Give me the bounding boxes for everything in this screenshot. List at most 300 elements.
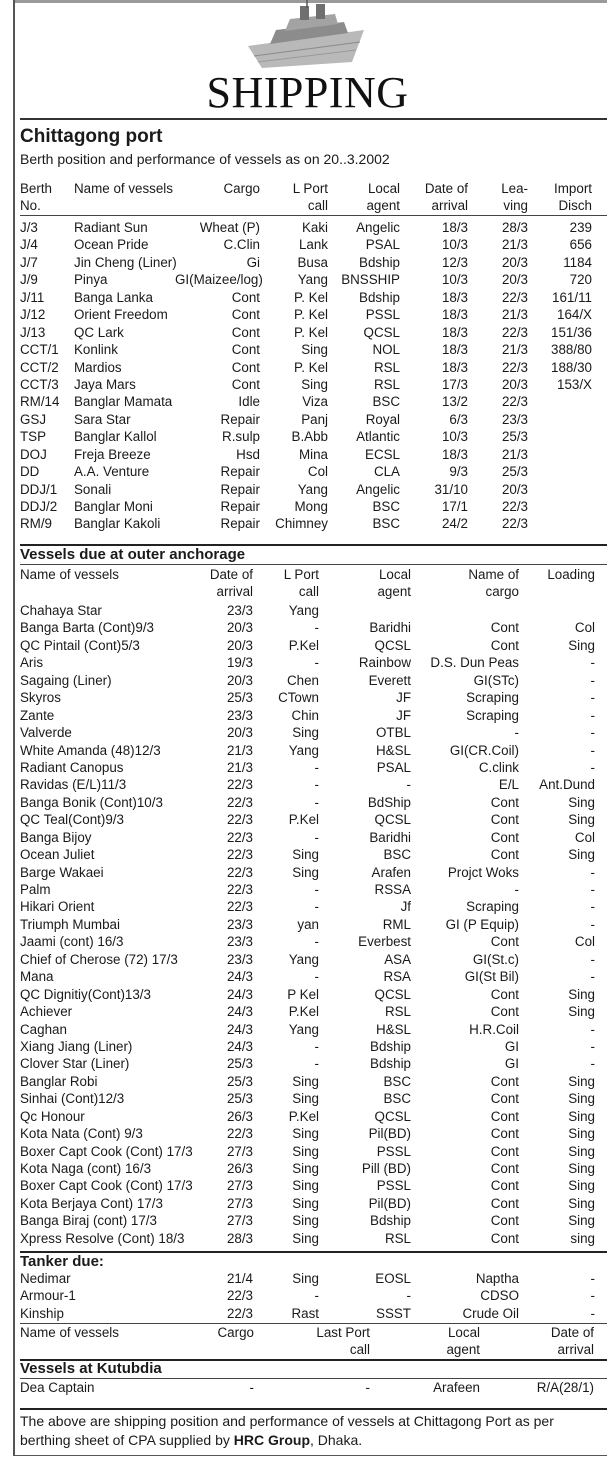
cell-lport: - — [314, 969, 319, 985]
cell-name: Banga Lanka — [74, 289, 153, 305]
outer-row — [0, 1125, 615, 1142]
cell-leaving: 22/3 — [501, 359, 528, 375]
cell-lport: - — [314, 1288, 319, 1304]
berth-row — [0, 411, 615, 428]
cell-cargo: Hsd — [236, 446, 260, 462]
cell-cargo: Cont — [490, 1073, 519, 1089]
outer-row — [0, 1055, 615, 1072]
cell-leaving: 21/3 — [501, 307, 528, 323]
cell-name: Sonali — [74, 481, 112, 497]
outer-row — [0, 986, 615, 1003]
cell-agent: - — [406, 1288, 411, 1304]
cell-arrival: 27/3 — [226, 1143, 253, 1159]
cell-agent: RSL — [373, 376, 400, 392]
cell-lport: Sing — [292, 1271, 319, 1286]
cell-arrival: 20/3 — [226, 637, 253, 653]
cell-cargo: Idle — [238, 394, 260, 410]
cell-name: Armour-1 — [20, 1288, 76, 1304]
cell-agent: NOL — [372, 342, 400, 358]
header-agent: Local agent — [366, 181, 400, 213]
cell-agent: Baridhi — [369, 620, 411, 636]
cell-lport: Rast — [291, 1305, 319, 1321]
berth-row — [0, 376, 615, 393]
cell-lport: Yang — [297, 481, 328, 497]
cell-import: 720 — [569, 272, 592, 288]
cell-lport: Yang — [288, 603, 319, 618]
cell-cargo: Scraping — [466, 690, 519, 706]
cell-loading: Sing — [568, 1213, 595, 1229]
cell-cargo: - — [249, 1380, 254, 1395]
cell-arrival: 27/3 — [226, 1213, 253, 1229]
cell-leaving: 20/3 — [501, 254, 528, 270]
cell-lport: Sing — [292, 1126, 319, 1142]
cell-leaving: 20/3 — [501, 272, 528, 288]
cell-arrival: 18/3 — [441, 307, 468, 323]
outer-row — [0, 1230, 615, 1247]
berth-row — [0, 271, 615, 288]
cell-lport: Kaki — [301, 220, 328, 235]
cell-lport: - — [314, 1038, 319, 1054]
cell-cargo: Gi — [246, 254, 260, 270]
cell-name: Banga Biraj (cont) 17/3 — [20, 1213, 157, 1229]
cell-cargo: GI(STc) — [473, 672, 519, 688]
cell-berth: J/13 — [20, 324, 46, 340]
cell-loading: Sing — [568, 1161, 595, 1176]
divider — [20, 1251, 607, 1253]
cell-name: Clover Star (Liner) — [20, 1056, 130, 1072]
cell-agent: Rainbow — [358, 655, 411, 671]
cell-arrival: 31/10 — [434, 481, 468, 497]
cell-arrival: 22/3 — [226, 777, 253, 793]
kutubdia-table — [0, 1379, 615, 1396]
cell-cargo: Cont — [231, 342, 260, 358]
outer-row — [0, 933, 615, 950]
cell-cargo: Cont — [490, 1004, 519, 1020]
cell-arrival: 24/3 — [226, 969, 253, 985]
cell-cargo: Cont — [231, 289, 260, 305]
cell-loading: Sing — [568, 1004, 595, 1020]
berth-row — [0, 481, 615, 498]
cell-arrival: 10/3 — [441, 237, 468, 253]
cell-agent: Bdship — [370, 1038, 411, 1054]
cell-cargo: Cont — [490, 1178, 519, 1194]
cell-name: Hikari Orient — [20, 899, 95, 915]
outer-row — [0, 742, 615, 759]
cell-agent: QCSL — [374, 812, 411, 828]
cell-name: Qc Honour — [20, 1108, 85, 1124]
cell-name: Ocean Juliet — [20, 847, 95, 863]
cell-lport: - — [314, 759, 319, 775]
cell-arrival: 26/3 — [226, 1108, 253, 1124]
cell-name: Xiang Jiang (Liner) — [20, 1038, 133, 1054]
cell-berth: DOJ — [20, 446, 47, 462]
cell-name: Banglar Moni — [74, 499, 153, 514]
cell-lport: - — [314, 620, 319, 636]
divider — [20, 215, 607, 216]
cell-lport: Viza — [302, 394, 328, 410]
cell-leaving: 20/3 — [501, 481, 528, 497]
outer-row — [0, 759, 615, 776]
footer-note — [20, 1412, 607, 1450]
cell-lport: - — [365, 1380, 370, 1395]
cell-import: 1184 — [563, 254, 592, 270]
cell-arrival: 10/3 — [441, 272, 468, 288]
cell-agent: RML — [382, 916, 411, 932]
cell-arrival: 13/2 — [441, 394, 468, 410]
cell-agent: PSSL — [365, 307, 400, 323]
cell-import: 239 — [569, 220, 592, 235]
header-name: Name of vessels — [20, 1325, 119, 1340]
cell-loading: Col — [574, 934, 595, 950]
cell-loading: - — [590, 1056, 595, 1072]
outer-row — [0, 1195, 615, 1212]
cell-arrival: 17/3 — [441, 376, 468, 392]
cell-lport: yan — [297, 916, 319, 932]
cell-lport: - — [314, 777, 319, 793]
cell-name: Barge Wakaei — [20, 864, 104, 880]
cell-loading: Sing — [568, 1126, 595, 1142]
header-leaving: Lea- ving — [501, 181, 528, 213]
cell-agent: Pil(BD) — [368, 1126, 411, 1142]
outer-row — [0, 1108, 615, 1125]
cell-name: Freja Breeze — [74, 446, 151, 462]
cell-cargo: E/L — [498, 777, 519, 793]
cell-agent: Pil(BD) — [368, 1195, 411, 1211]
header-arrival: Date of arrival — [550, 1325, 594, 1357]
outer-row — [0, 951, 615, 968]
cell-agent: Atlantic — [356, 429, 400, 445]
cell-arrival: R/A(28/1) — [536, 1380, 594, 1395]
cell-name: QC Dignitiy(Cont)13/3 — [20, 986, 151, 1002]
cell-agent: RSA — [383, 969, 411, 985]
cell-berth: RM/14 — [20, 394, 60, 410]
outer-row — [0, 898, 615, 915]
cell-lport: Yang — [288, 951, 319, 967]
cell-agent: QCSL — [374, 637, 411, 653]
cell-name: Sinhai (Cont)12/3 — [20, 1091, 125, 1107]
cell-lport: P.Kel — [288, 1108, 319, 1124]
cell-agent: Pill (BD) — [361, 1161, 411, 1176]
outer-row — [0, 602, 615, 619]
header-lport: Last Port call — [316, 1325, 370, 1357]
ship-icon — [240, 0, 375, 76]
cell-leaving: 23/3 — [501, 411, 528, 427]
cell-cargo: GI — [504, 1038, 519, 1054]
cell-name: Kota Berjaya Cont) 17/3 — [20, 1195, 163, 1211]
outer-row — [0, 916, 615, 933]
cell-arrival: 23/3 — [226, 916, 253, 932]
cell-loading: - — [590, 1305, 595, 1321]
header-lport: L Port call — [283, 567, 319, 599]
divider — [20, 564, 607, 565]
cell-berth: DD — [20, 464, 40, 480]
cell-cargo: Cont — [490, 986, 519, 1002]
outer-row — [0, 846, 615, 863]
cell-lport: Chin — [291, 707, 319, 723]
cell-lport: Sing — [292, 1213, 319, 1229]
cell-loading: Sing — [568, 812, 595, 828]
cell-arrival: 27/3 — [226, 1178, 253, 1194]
cell-arrival: 18/3 — [441, 289, 468, 305]
cell-loading: - — [590, 1288, 595, 1304]
cell-name: Banga Barta (Cont)9/3 — [20, 620, 154, 636]
footer-text-end: , Dhaka. — [310, 1432, 363, 1448]
cell-arrival: 23/3 — [226, 707, 253, 723]
cell-agent: Royal — [365, 411, 400, 427]
cell-berth: RM/9 — [20, 516, 52, 532]
header-name: Name of vessels — [20, 567, 119, 582]
berth-row — [0, 219, 615, 236]
cell-agent: QCSL — [363, 324, 400, 340]
cell-loading: Sing — [568, 637, 595, 653]
cell-name: Aris — [20, 655, 44, 671]
cell-agent: CLA — [373, 464, 400, 480]
berth-row — [0, 341, 615, 358]
cell-name: Banga Bijoy — [20, 829, 92, 845]
tanker-title: Tanker due: — [20, 1253, 104, 1270]
cell-cargo: C.clink — [478, 759, 519, 775]
cell-cargo: Cont — [490, 794, 519, 810]
cell-name: Kota Naga (cont) 16/3 — [20, 1161, 152, 1176]
header-agent: Local agent — [377, 567, 411, 599]
cell-agent: BSC — [383, 847, 411, 863]
cell-name: Banglar Robi — [20, 1073, 98, 1089]
cell-lport: Sing — [301, 342, 328, 358]
cell-lport: P. Kel — [294, 359, 328, 375]
cell-agent: - — [406, 777, 411, 793]
cell-agent: Bdship — [359, 289, 400, 305]
cell-lport: - — [314, 899, 319, 915]
cell-agent: RSL — [373, 359, 400, 375]
cell-name: Mana — [20, 969, 54, 985]
cell-import: 153/X — [557, 376, 592, 392]
outer-row — [0, 707, 615, 724]
tanker-row — [0, 1287, 615, 1304]
cell-import: 656 — [569, 237, 592, 253]
cell-cargo: Cont — [490, 1108, 519, 1124]
cell-loading: - — [590, 969, 595, 985]
outer-row — [0, 1038, 615, 1055]
cell-name: Radiant Canopus — [20, 759, 124, 775]
cell-loading: - — [590, 707, 595, 723]
cell-loading: Sing — [568, 1143, 595, 1159]
cell-loading: - — [590, 690, 595, 706]
cell-berth: DDJ/2 — [20, 499, 58, 514]
cell-leaving: 25/3 — [501, 429, 528, 445]
berth-row — [0, 289, 615, 306]
outer-row — [0, 672, 615, 689]
cell-name: Orient Freedom — [74, 307, 168, 323]
berth-row — [0, 254, 615, 271]
cell-name: Jaami (cont) 16/3 — [20, 934, 124, 950]
cell-lport: Sing — [292, 1091, 319, 1107]
cell-import: 151/36 — [551, 324, 592, 340]
cell-lport: - — [314, 655, 319, 671]
cell-name: Skyros — [20, 690, 61, 706]
cell-lport: P.Kel — [288, 637, 319, 653]
outer-row — [0, 829, 615, 846]
cell-agent: Bdship — [370, 1056, 411, 1072]
cell-lport: Sing — [292, 1073, 319, 1089]
outer-row — [0, 724, 615, 741]
cell-agent: H&SL — [376, 742, 411, 758]
cell-cargo: Cont — [490, 1161, 519, 1176]
cell-arrival: 23/3 — [226, 603, 253, 618]
cell-lport: Sing — [292, 1161, 319, 1176]
cell-loading: - — [590, 882, 595, 897]
cell-agent: BSC — [383, 1091, 411, 1107]
cell-lport: Chimney — [275, 516, 328, 532]
header-cargo: Cargo — [217, 1325, 254, 1340]
cell-arrival: 24/3 — [226, 1038, 253, 1054]
cell-lport: P. Kel — [294, 307, 328, 323]
cell-arrival: 10/3 — [441, 429, 468, 445]
cell-arrival: 25/3 — [226, 1056, 253, 1072]
cell-cargo: Cont — [231, 359, 260, 375]
outer-row — [0, 1177, 615, 1194]
cell-agent: QCSL — [374, 986, 411, 1002]
cell-agent: JF — [396, 690, 411, 706]
cell-name: Achiever — [20, 1004, 73, 1020]
cell-cargo: Cont — [490, 812, 519, 828]
cell-loading: - — [590, 864, 595, 880]
cell-lport: Sing — [301, 376, 328, 392]
cell-berth: TSP — [20, 429, 47, 445]
cell-cargo: Repair — [220, 411, 260, 427]
cell-berth: J/3 — [20, 220, 38, 235]
cell-lport: - — [314, 794, 319, 810]
header-berth: Berth No. — [20, 181, 53, 213]
cell-lport: Sing — [292, 864, 319, 880]
kutubdia-table-header — [0, 1324, 615, 1358]
cell-cargo: Naptha — [475, 1271, 519, 1286]
cell-leaving: 20/3 — [501, 376, 528, 392]
header-loading: Loading — [547, 567, 595, 582]
cell-arrival: 19/3 — [226, 655, 253, 671]
cell-arrival: 25/3 — [226, 690, 253, 706]
cell-arrival: 22/3 — [226, 812, 253, 828]
cell-arrival: 23/3 — [226, 951, 253, 967]
section-title: Chittagong port — [20, 126, 163, 147]
cell-agent: QCSL — [374, 1108, 411, 1124]
cell-agent: PSSL — [376, 1178, 411, 1194]
cell-arrival: 22/3 — [226, 1288, 253, 1304]
cell-name: Chahaya Star — [20, 603, 102, 618]
cell-name: QC Pintail (Cont)5/3 — [20, 637, 140, 653]
cell-arrival: 6/3 — [449, 411, 468, 427]
cell-loading: - — [590, 1038, 595, 1054]
header-arrival: Date of arrival — [209, 567, 253, 599]
cell-name: Nedimar — [20, 1271, 71, 1286]
cell-name: Valverde — [20, 725, 72, 741]
cell-name: Radiant Sun — [74, 220, 148, 235]
header-cargo: Name of cargo — [468, 567, 519, 599]
cell-name: Banglar Kallol — [74, 429, 157, 445]
cell-name: Palm — [20, 882, 51, 897]
cell-cargo: D.S. Dun Peas — [430, 655, 519, 671]
cell-lport: Sing — [292, 1178, 319, 1194]
cell-agent: SSST — [376, 1305, 411, 1321]
cell-agent: BSC — [383, 1073, 411, 1089]
cell-cargo: Cont — [231, 307, 260, 323]
cell-agent: BdShip — [367, 794, 411, 810]
cell-berth: DDJ/1 — [20, 481, 58, 497]
cell-lport: Sing — [292, 1143, 319, 1159]
cell-agent: BSC — [372, 499, 400, 514]
cell-name: Ocean Pride — [74, 237, 149, 253]
cell-cargo: Cont — [490, 1195, 519, 1211]
cell-import: 388/80 — [551, 342, 592, 358]
header-row — [0, 566, 615, 600]
cell-cargo: Cont — [490, 1213, 519, 1229]
cell-arrival: 17/1 — [441, 499, 468, 514]
berth-row — [0, 359, 615, 376]
cell-cargo: GI(CR.Coil) — [449, 742, 519, 758]
cell-arrival: 27/3 — [226, 1195, 253, 1211]
footer-source: HRC Group — [233, 1432, 310, 1448]
cell-name: Pinya — [74, 272, 108, 288]
berth-row — [0, 463, 615, 480]
outer-row — [0, 1212, 615, 1229]
cell-arrival: 20/3 — [226, 620, 253, 636]
cell-arrival: 9/3 — [449, 464, 468, 480]
cell-cargo: R.sulp — [222, 429, 260, 445]
cell-name: Boxer Capt Cook (Cont) 17/3 — [20, 1143, 193, 1159]
cell-lport: B.Abb — [291, 429, 328, 445]
divider — [20, 1408, 607, 1410]
cell-cargo: GI(Maizee/log) — [175, 272, 263, 288]
outer-row — [0, 881, 615, 898]
cell-lport: P.Kel — [288, 1004, 319, 1020]
cell-agent: PSSL — [376, 1143, 411, 1159]
outer-row — [0, 1021, 615, 1038]
cell-berth: J/9 — [20, 272, 38, 288]
cell-cargo: Cont — [490, 1126, 519, 1142]
outer-row — [0, 1143, 615, 1160]
cell-agent: Bdship — [359, 254, 400, 270]
cell-name: Caghan — [20, 1021, 67, 1037]
berth-row — [0, 446, 615, 463]
cell-loading: Sing — [568, 1108, 595, 1124]
cell-arrival: 24/3 — [226, 1004, 253, 1020]
cell-arrival: 18/3 — [441, 359, 468, 375]
cell-cargo: Cont — [490, 1143, 519, 1159]
outer-row — [0, 689, 615, 706]
tanker-row — [0, 1270, 615, 1287]
berth-row — [0, 428, 615, 445]
cell-berth: J/7 — [20, 254, 38, 270]
header-import: Import Disch — [554, 181, 592, 213]
outer-table-header — [0, 566, 615, 600]
cell-cargo: Cont — [490, 637, 519, 653]
outer-row — [0, 1073, 615, 1090]
cell-cargo: Repair — [220, 516, 260, 532]
cell-agent: Angelic — [356, 220, 400, 235]
cell-cargo: Repair — [220, 481, 260, 497]
outer-row — [0, 864, 615, 881]
cell-lport: Mong — [294, 499, 328, 514]
cell-loading: - — [590, 1021, 595, 1037]
cell-cargo: GI (P Equip) — [445, 916, 519, 932]
cell-loading: Sing — [568, 1178, 595, 1194]
tanker-table — [0, 1270, 615, 1322]
cell-lport: - — [314, 829, 319, 845]
cell-name: White Amanda (48)12/3 — [20, 742, 161, 758]
cell-loading: Ant.Dund — [539, 777, 595, 793]
cell-arrival: 21/4 — [226, 1271, 253, 1286]
cell-arrival: 25/3 — [226, 1091, 253, 1107]
cell-loading: Sing — [568, 847, 595, 863]
